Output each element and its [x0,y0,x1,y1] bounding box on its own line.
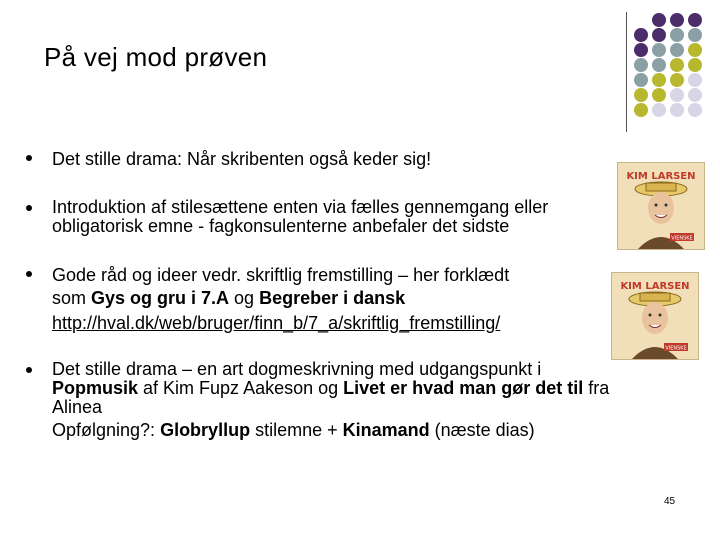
page-number: 45 [664,496,676,507]
decorative-dot [670,73,684,87]
bullet-3-text: Gode råd og ideer vedr. skriftlig fremstilling – her forklædt som Gys og gru i 7.A og Begreber i dansk [52,265,510,308]
decorative-divider-line [626,12,627,132]
image-lettering: KIM LARSEN [620,281,690,292]
decorative-dot [652,13,666,27]
decorative-dot [670,58,684,72]
skriftlig-fremstilling-link[interactable]: http://hval.dk/web/bruger/finn_b/7_a/skriftlig_fremstilling/ [52,313,501,333]
decorative-dot [688,28,702,42]
image-lettering: KIM LARSEN [626,171,696,182]
decorative-dot [652,73,666,87]
decorative-dot [652,88,666,102]
bullet-marker [26,205,32,211]
decorative-dot [688,103,702,117]
decorative-dot [688,73,702,87]
decorative-dot [688,13,702,27]
decorative-dot [688,58,702,72]
slide-title: På vej mod prøven [44,42,268,72]
bullet-marker [26,155,32,161]
kim-larsen-album-image [611,272,699,360]
decorative-dot [634,73,648,87]
bullet-1-text: Det stille drama: Når skribenten også keder sig! [52,149,432,169]
image-lettering: VIENSKE [671,235,693,242]
decorative-dot [634,28,648,42]
decorative-dot [670,28,684,42]
decorative-dot [634,88,648,102]
decorative-dot [670,43,684,57]
decorative-dot [652,58,666,72]
decorative-dot [652,28,666,42]
decorative-dot [634,43,648,57]
decorative-dot [652,43,666,57]
decorative-dot [670,13,684,27]
decorative-dot [670,88,684,102]
image-lettering: VIENSKE [665,345,687,352]
decorative-dot [652,103,666,117]
kim-larsen-album-image [617,162,705,250]
decorative-dot [670,103,684,117]
decorative-dot [688,43,702,57]
bullet-2-text: Introduktion af stilesættene enten via fælles gennemgang eller obligatorisk emne - fagkonsulenterne anbefaler det sidste [52,197,549,236]
bullet-marker [26,271,32,277]
decorative-dot [634,103,648,117]
bullet-marker [26,367,32,373]
decorative-dot [688,88,702,102]
decorative-dot [634,58,648,72]
bullet-4-text: Det stille drama – en art dogmeskrivning med udgangspunkt i Popmusik af Kim Fupz Aakeson og Livet er hvad man gør det til fra Alinea Opfølgning?: Globryllup stilemne + Kinamand (næste dias) [52,359,610,440]
